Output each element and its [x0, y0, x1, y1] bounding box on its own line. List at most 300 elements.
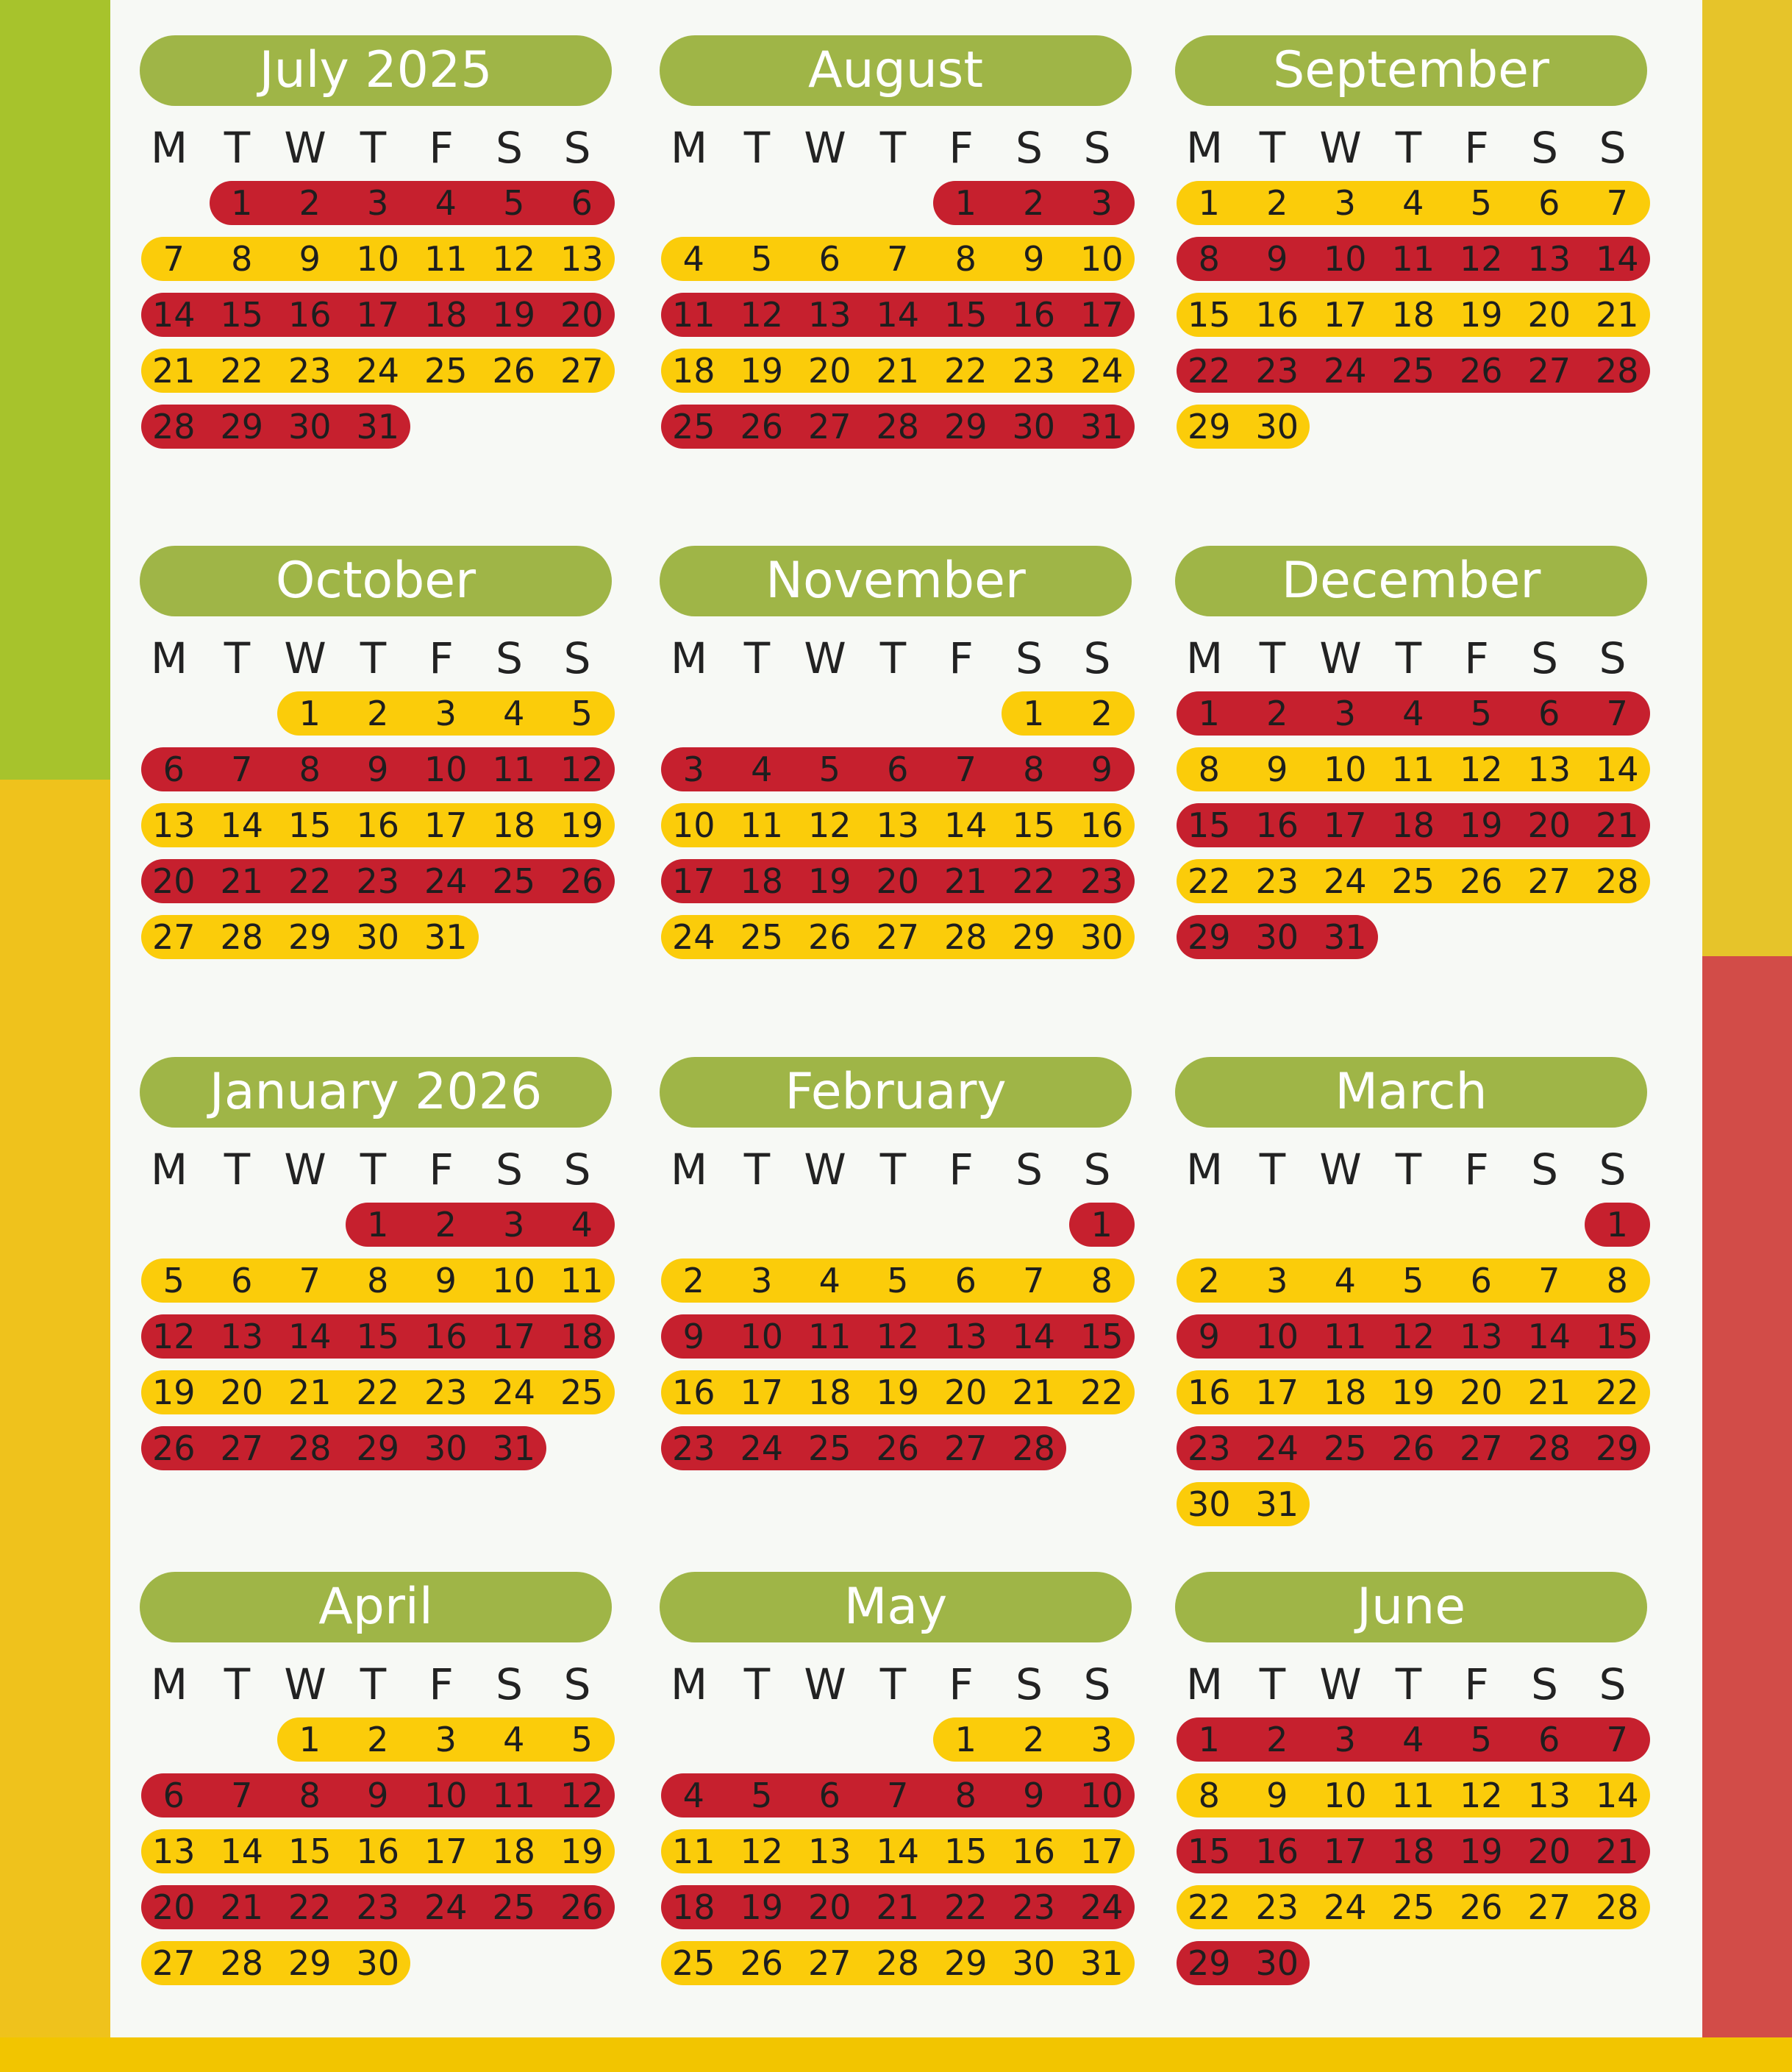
weekday-label: T	[1259, 123, 1286, 173]
day-number: 21	[876, 351, 920, 391]
day-number: 11	[1391, 239, 1435, 279]
day-number: 21	[1527, 1373, 1571, 1412]
day-number: 29	[288, 1943, 332, 1983]
month-title: July 2025	[140, 35, 612, 106]
day-number: 20	[807, 1887, 852, 1927]
day-number: 29	[1187, 1943, 1231, 1983]
day-number: 8	[1198, 750, 1220, 789]
weekday-label: T	[879, 123, 907, 173]
day-number: 1	[299, 694, 321, 733]
day-number: 10	[1079, 239, 1124, 279]
day-number: 5	[887, 1261, 909, 1300]
weekday-label: F	[949, 1144, 974, 1195]
day-number: 21	[220, 861, 264, 901]
day-number: 2	[367, 694, 389, 733]
weekday-label: S	[1599, 633, 1627, 683]
day-number: 9	[367, 750, 389, 789]
day-number: 29	[1187, 407, 1231, 446]
day-number: 19	[1459, 295, 1503, 335]
weekday-label: F	[949, 123, 974, 173]
weekday-label: M	[670, 123, 708, 173]
day-number: 7	[163, 239, 185, 279]
weekday-label: S	[1015, 123, 1043, 173]
weekday-label: T	[879, 633, 907, 683]
day-number: 22	[1012, 861, 1056, 901]
weekday-label: S	[1531, 1659, 1558, 1709]
weekday-label: F	[429, 1144, 454, 1195]
day-number: 23	[1012, 1887, 1056, 1927]
day-number: 23	[1255, 1887, 1299, 1927]
day-number: 11	[1391, 750, 1435, 789]
day-number: 13	[151, 805, 196, 845]
day-number: 29	[1595, 1428, 1639, 1468]
day-number: 13	[876, 805, 920, 845]
weekday-label: S	[1531, 1144, 1558, 1195]
day-number: 22	[1079, 1373, 1124, 1412]
day-number: 30	[1255, 917, 1299, 957]
weekday-label: T	[360, 1144, 387, 1195]
weekday-label: S	[496, 1144, 523, 1195]
weekday-label: M	[1185, 1659, 1224, 1709]
weekday-label: M	[150, 123, 188, 173]
day-number: 14	[1012, 1317, 1056, 1356]
day-number: 14	[220, 1831, 264, 1871]
day-number: 8	[299, 1776, 321, 1815]
day-number: 21	[1012, 1373, 1056, 1412]
day-number: 28	[1595, 861, 1639, 901]
day-number: 8	[367, 1261, 389, 1300]
week-row	[141, 1426, 546, 1470]
day-number: 1	[299, 1720, 321, 1759]
day-number: 15	[1187, 805, 1231, 845]
day-number: 28	[1595, 1887, 1639, 1927]
day-number: 9	[1023, 239, 1045, 279]
day-number: 4	[503, 694, 525, 733]
day-number: 16	[1255, 805, 1299, 845]
day-number: 3	[435, 694, 457, 733]
day-number: 31	[1079, 1943, 1124, 1983]
day-number: 23	[1187, 1428, 1231, 1468]
weekday-label: T	[224, 633, 251, 683]
day-number: 2	[1198, 1261, 1220, 1300]
weekday-label: S	[1599, 1144, 1627, 1195]
weekday-label: T	[1395, 1144, 1422, 1195]
month-title: April	[140, 1572, 612, 1642]
day-number: 23	[671, 1428, 715, 1468]
day-number: 12	[740, 295, 784, 335]
day-number: 9	[1266, 1776, 1288, 1815]
day-number: 25	[560, 1373, 604, 1412]
day-number: 7	[1606, 1720, 1628, 1759]
day-number: 20	[807, 351, 852, 391]
day-number: 1	[1198, 183, 1220, 223]
day-number: 4	[682, 239, 704, 279]
day-number: 16	[1255, 1831, 1299, 1871]
day-number: 24	[1079, 1887, 1124, 1927]
day-number: 28	[876, 407, 920, 446]
day-number: 3	[1090, 1720, 1113, 1759]
month-title: October	[140, 546, 612, 616]
day-number: 24	[1255, 1428, 1299, 1468]
day-number: 26	[876, 1428, 920, 1468]
day-number: 26	[151, 1428, 196, 1468]
day-number: 4	[751, 750, 773, 789]
day-number: 30	[356, 917, 400, 957]
day-number: 19	[1459, 805, 1503, 845]
day-number: 16	[1079, 805, 1124, 845]
day-number: 15	[1012, 805, 1056, 845]
day-number: 22	[1187, 351, 1231, 391]
day-number: 30	[424, 1428, 468, 1468]
day-number: 1	[1198, 1720, 1220, 1759]
weekday-label: F	[1464, 633, 1489, 683]
day-number: 9	[1023, 1776, 1045, 1815]
weekday-label: F	[949, 1659, 974, 1709]
day-number: 8	[1023, 750, 1045, 789]
day-number: 13	[151, 1831, 196, 1871]
day-number: 9	[1090, 750, 1113, 789]
day-number: 1	[1023, 694, 1045, 733]
day-number: 14	[1595, 239, 1639, 279]
day-number: 19	[876, 1373, 920, 1412]
day-number: 2	[1266, 183, 1288, 223]
day-number: 23	[1255, 351, 1299, 391]
day-number: 28	[943, 917, 988, 957]
day-number: 14	[1527, 1317, 1571, 1356]
day-number: 18	[424, 295, 468, 335]
day-number: 5	[571, 694, 593, 733]
day-number: 10	[1079, 1776, 1124, 1815]
day-number: 27	[1527, 861, 1571, 901]
day-number: 5	[751, 239, 773, 279]
day-number: 20	[151, 861, 196, 901]
weekday-label: T	[879, 1659, 907, 1709]
day-number: 21	[151, 351, 196, 391]
day-number: 8	[299, 750, 321, 789]
day-number: 31	[1079, 407, 1124, 446]
weekday-label: W	[284, 633, 326, 683]
day-number: 28	[220, 1943, 264, 1983]
day-number: 30	[1012, 1943, 1056, 1983]
day-number: 28	[1012, 1428, 1056, 1468]
day-number: 4	[1402, 1720, 1424, 1759]
day-number: 10	[356, 239, 400, 279]
day-number: 12	[807, 805, 852, 845]
day-number: 12	[1459, 1776, 1503, 1815]
day-number: 2	[1023, 1720, 1045, 1759]
weekday-label: W	[804, 633, 846, 683]
day-number: 22	[1595, 1373, 1639, 1412]
day-number: 18	[492, 1831, 536, 1871]
weekday-label: F	[1464, 1144, 1489, 1195]
day-number: 26	[1459, 861, 1503, 901]
day-number: 11	[807, 1317, 852, 1356]
day-number: 25	[1391, 1887, 1435, 1927]
day-number: 21	[1595, 1831, 1639, 1871]
day-number: 27	[560, 351, 604, 391]
day-number: 5	[751, 1776, 773, 1815]
day-number: 12	[1459, 750, 1503, 789]
day-number: 30	[1079, 917, 1124, 957]
day-number: 25	[1323, 1428, 1367, 1468]
day-number: 12	[151, 1317, 196, 1356]
month-title: September	[1175, 35, 1647, 106]
day-number: 19	[492, 295, 536, 335]
day-number: 2	[435, 1205, 457, 1245]
day-number: 6	[818, 1776, 840, 1815]
day-number: 13	[1527, 239, 1571, 279]
day-number: 13	[807, 295, 852, 335]
day-number: 17	[1323, 1831, 1367, 1871]
weekday-label: F	[1464, 1659, 1489, 1709]
day-number: 5	[1470, 694, 1492, 733]
day-number: 3	[435, 1720, 457, 1759]
day-number: 4	[1402, 183, 1424, 223]
day-number: 11	[671, 1831, 715, 1871]
day-number: 1	[231, 183, 253, 223]
day-number: 6	[1538, 694, 1560, 733]
day-number: 17	[424, 1831, 468, 1871]
weekday-label: T	[360, 633, 387, 683]
day-number: 9	[1266, 750, 1288, 789]
day-number: 17	[671, 861, 715, 901]
month-may	[660, 1572, 1138, 2072]
day-number: 14	[151, 295, 196, 335]
day-number: 21	[220, 1887, 264, 1927]
day-number: 15	[288, 805, 332, 845]
day-number: 19	[740, 1887, 784, 1927]
day-number: 19	[807, 861, 852, 901]
day-number: 20	[1527, 805, 1571, 845]
weekday-label: W	[1319, 1659, 1362, 1709]
day-number: 5	[818, 750, 840, 789]
day-number: 25	[807, 1428, 852, 1468]
day-number: 17	[1323, 805, 1367, 845]
day-number: 10	[1323, 239, 1367, 279]
day-number: 24	[424, 1887, 468, 1927]
day-number: 27	[807, 407, 852, 446]
day-number: 4	[682, 1776, 704, 1815]
day-number: 20	[943, 1373, 988, 1412]
month-title: June	[1175, 1572, 1647, 1642]
weekday-label: W	[284, 1144, 326, 1195]
day-number: 29	[356, 1428, 400, 1468]
day-number: 14	[876, 1831, 920, 1871]
day-number: 13	[1527, 750, 1571, 789]
day-number: 2	[682, 1261, 704, 1300]
day-number: 18	[1391, 805, 1435, 845]
weekday-label: M	[670, 633, 708, 683]
day-number: 22	[1187, 1887, 1231, 1927]
day-number: 14	[943, 805, 988, 845]
day-number: 1	[367, 1205, 389, 1245]
month-september	[1175, 35, 1653, 535]
day-number: 18	[1391, 1831, 1435, 1871]
day-number: 18	[1391, 295, 1435, 335]
day-number: 30	[1012, 407, 1056, 446]
day-number: 5	[163, 1261, 185, 1300]
day-number: 13	[560, 239, 604, 279]
day-number: 23	[1255, 861, 1299, 901]
day-number: 24	[424, 861, 468, 901]
month-april	[140, 1572, 618, 2072]
day-number: 24	[1323, 351, 1367, 391]
weekday-label: T	[224, 123, 251, 173]
day-number: 27	[1459, 1428, 1503, 1468]
weekday-label: S	[1599, 1659, 1627, 1709]
day-number: 5	[1470, 183, 1492, 223]
weekday-label: M	[1185, 123, 1224, 173]
day-number: 2	[1023, 183, 1045, 223]
day-number: 8	[1606, 1261, 1628, 1300]
day-number: 11	[1391, 1776, 1435, 1815]
weekday-label: W	[1319, 1144, 1362, 1195]
week-row	[210, 181, 615, 225]
day-number: 15	[356, 1317, 400, 1356]
day-number: 13	[807, 1831, 852, 1871]
day-number: 20	[876, 861, 920, 901]
day-number: 14	[876, 295, 920, 335]
weekday-label: W	[284, 123, 326, 173]
weekday-label: T	[1259, 1659, 1286, 1709]
day-number: 1	[1198, 694, 1220, 733]
day-number: 13	[1527, 1776, 1571, 1815]
day-number: 10	[424, 750, 468, 789]
day-number: 24	[356, 351, 400, 391]
day-number: 26	[560, 1887, 604, 1927]
day-number: 21	[1595, 295, 1639, 335]
weekday-label: M	[670, 1659, 708, 1709]
day-number: 19	[560, 805, 604, 845]
day-number: 19	[740, 351, 784, 391]
day-number: 21	[943, 861, 988, 901]
day-number: 21	[1595, 805, 1639, 845]
day-number: 7	[231, 1776, 253, 1815]
day-number: 16	[671, 1373, 715, 1412]
month-title: January 2026	[140, 1057, 612, 1128]
day-number: 29	[288, 917, 332, 957]
day-number: 11	[1323, 1317, 1367, 1356]
day-number: 21	[288, 1373, 332, 1412]
month-october	[140, 546, 618, 1046]
day-number: 10	[1323, 750, 1367, 789]
day-number: 7	[887, 239, 909, 279]
day-number: 16	[424, 1317, 468, 1356]
day-number: 26	[1459, 1887, 1503, 1927]
day-number: 15	[1595, 1317, 1639, 1356]
day-number: 1	[1090, 1205, 1113, 1245]
day-number: 17	[424, 805, 468, 845]
day-number: 6	[887, 750, 909, 789]
month-title: May	[660, 1572, 1132, 1642]
day-number: 25	[1391, 861, 1435, 901]
day-number: 13	[943, 1317, 988, 1356]
weekday-label: T	[743, 1659, 771, 1709]
weekday-label: W	[284, 1659, 326, 1709]
day-number: 8	[1198, 239, 1220, 279]
day-number: 28	[220, 917, 264, 957]
day-number: 9	[299, 239, 321, 279]
day-number: 22	[356, 1373, 400, 1412]
day-number: 12	[560, 750, 604, 789]
day-number: 13	[220, 1317, 264, 1356]
weekday-label: T	[1395, 633, 1422, 683]
day-number: 27	[151, 1943, 196, 1983]
day-number: 7	[1023, 1261, 1045, 1300]
day-number: 28	[1527, 1428, 1571, 1468]
weekday-label: M	[1185, 1144, 1224, 1195]
day-number: 9	[1198, 1317, 1220, 1356]
day-number: 4	[435, 183, 457, 223]
weekday-label: T	[360, 1659, 387, 1709]
day-number: 6	[818, 239, 840, 279]
day-number: 6	[954, 1261, 977, 1300]
day-number: 24	[492, 1373, 536, 1412]
day-number: 2	[1090, 694, 1113, 733]
day-number: 11	[740, 805, 784, 845]
weekday-label: F	[949, 633, 974, 683]
day-number: 26	[740, 1943, 784, 1983]
day-number: 9	[435, 1261, 457, 1300]
day-number: 24	[740, 1428, 784, 1468]
day-number: 17	[1323, 295, 1367, 335]
day-number: 17	[740, 1373, 784, 1412]
weekday-label: T	[743, 633, 771, 683]
weekday-label: T	[1259, 1144, 1286, 1195]
month-august	[660, 35, 1138, 535]
day-number: 17	[356, 295, 400, 335]
day-number: 15	[1079, 1317, 1124, 1356]
day-number: 13	[1459, 1317, 1503, 1356]
day-number: 2	[367, 1720, 389, 1759]
day-number: 28	[288, 1428, 332, 1468]
day-number: 12	[1391, 1317, 1435, 1356]
day-number: 17	[1079, 295, 1124, 335]
weekday-label: S	[1015, 1144, 1043, 1195]
day-number: 26	[560, 861, 604, 901]
day-number: 17	[1079, 1831, 1124, 1871]
day-number: 15	[1187, 295, 1231, 335]
day-number: 30	[1255, 407, 1299, 446]
day-number: 3	[1334, 1720, 1356, 1759]
day-number: 16	[356, 1831, 400, 1871]
day-number: 25	[1391, 351, 1435, 391]
day-number: 22	[288, 861, 332, 901]
day-number: 31	[1323, 917, 1367, 957]
day-number: 14	[1595, 1776, 1639, 1815]
weekday-label: W	[804, 123, 846, 173]
day-number: 23	[424, 1373, 468, 1412]
day-number: 27	[220, 1428, 264, 1468]
day-number: 3	[1334, 694, 1356, 733]
day-number: 7	[231, 750, 253, 789]
weekday-label: S	[1083, 633, 1111, 683]
day-number: 6	[163, 750, 185, 789]
day-number: 18	[671, 1887, 715, 1927]
day-number: 9	[1266, 239, 1288, 279]
weekday-label: M	[670, 1144, 708, 1195]
weekday-label: F	[429, 633, 454, 683]
day-number: 31	[492, 1428, 536, 1468]
weekday-label: M	[1185, 633, 1224, 683]
day-number: 20	[151, 1887, 196, 1927]
day-number: 23	[356, 1887, 400, 1927]
day-number: 6	[231, 1261, 253, 1300]
weekday-label: S	[563, 1144, 591, 1195]
day-number: 29	[943, 407, 988, 446]
weekday-label: S	[496, 1659, 523, 1709]
day-number: 8	[1198, 1776, 1220, 1815]
